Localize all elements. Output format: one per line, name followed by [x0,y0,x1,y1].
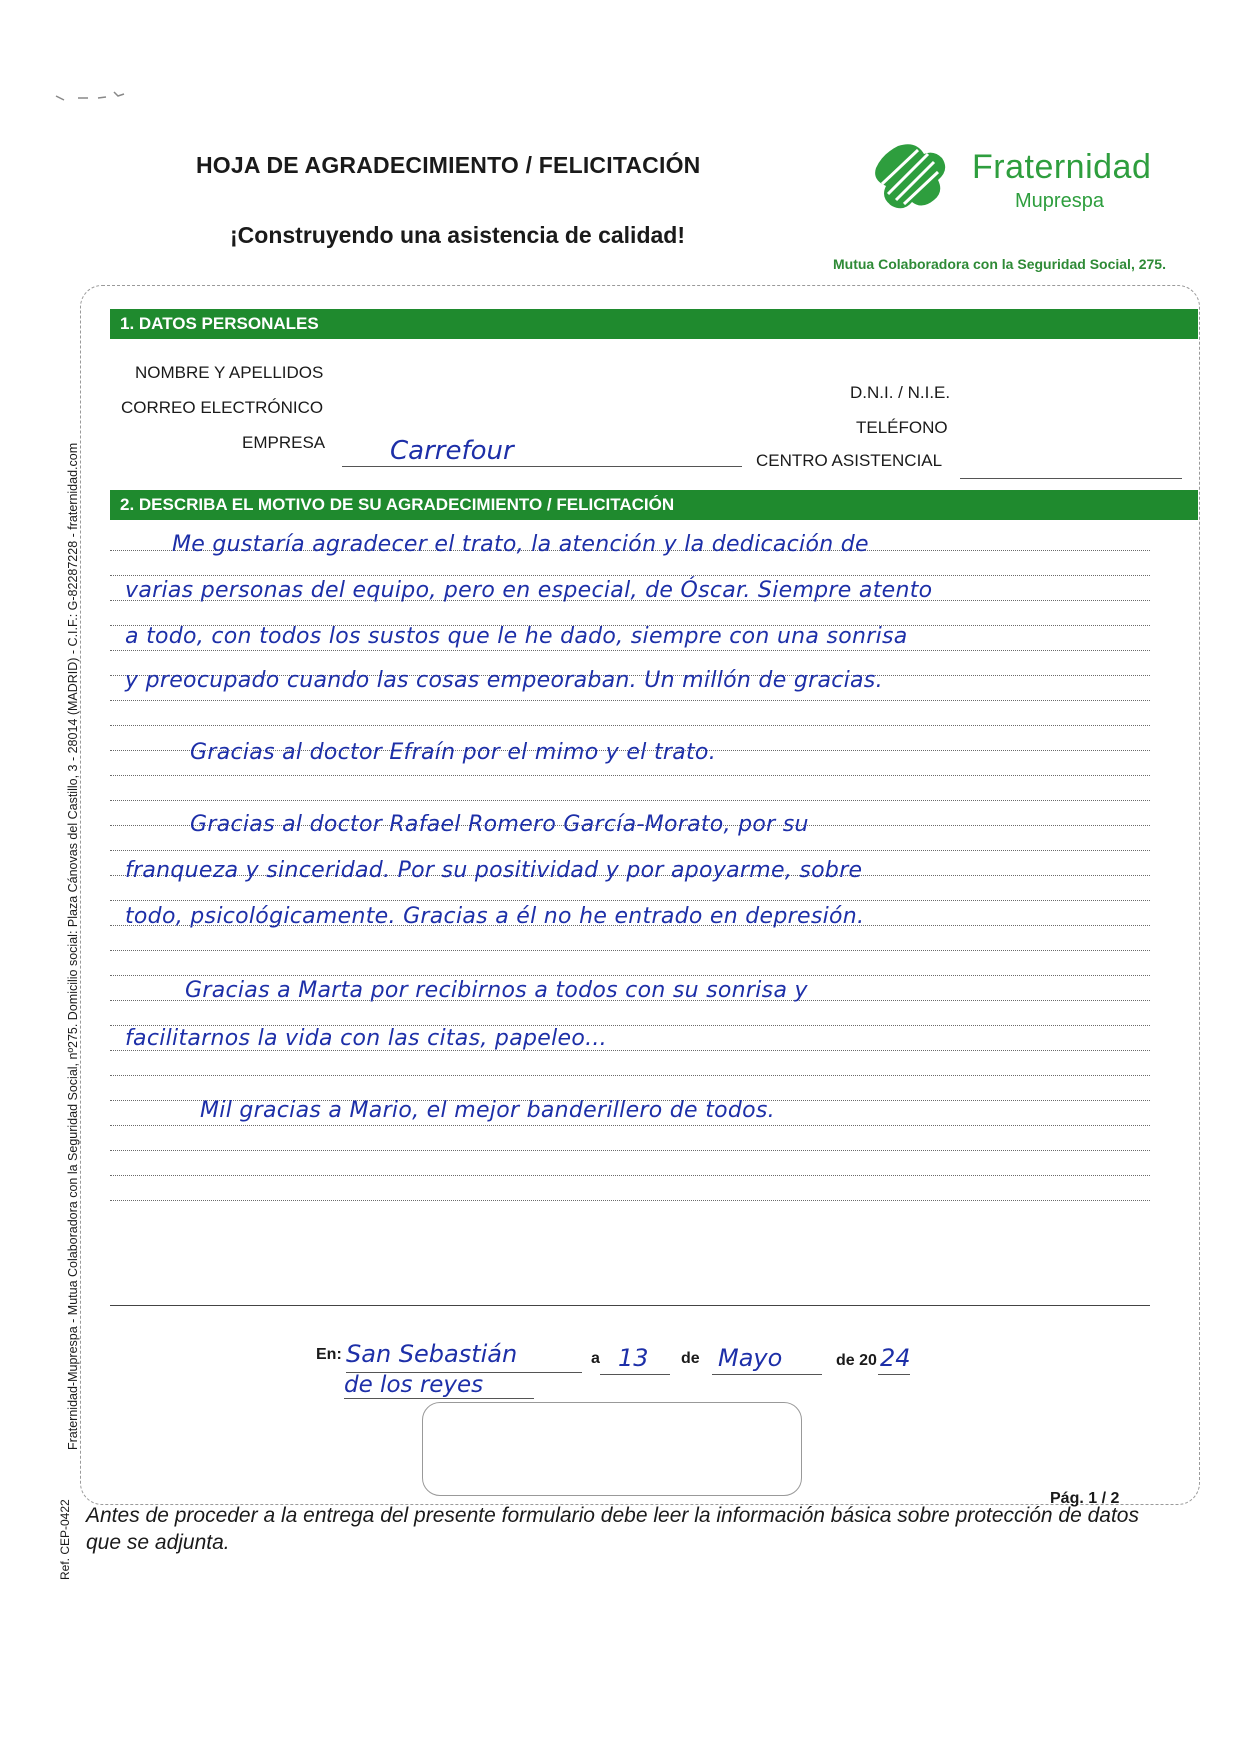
date-a-label: a [591,1350,600,1367]
date-year-label: de 20 [836,1352,877,1369]
correo-label: CORREO ELECTRÓNICO [121,398,324,417]
centro-field[interactable] [960,478,1182,479]
ruled-line [110,1125,1150,1126]
empresa-field[interactable] [342,466,742,467]
ruled-line [110,775,1150,776]
ruled-line [110,1175,1150,1176]
ruled-line [110,650,1150,651]
message-line: Mil gracias a Mario, el mejor banderillero de todos. [200,1098,775,1123]
message-line: y preocupado cuando las cosas empeoraban. Un millón de gracias. [125,668,883,693]
signature-box[interactable] [422,1402,802,1496]
telefono-label: TELÉFONO [856,418,948,437]
ruled-line [110,850,1150,851]
page-number: Pág. 1 / 2 [1050,1490,1120,1507]
message-line: todo, psicológicamente. Gracias a él no he entrado en depresión. [125,904,865,929]
ruled-line [110,1200,1150,1201]
dni-label: D.N.I. / N.I.E. [850,383,951,402]
message-line: Gracias al doctor Rafael Romero García-Morato, por su [190,812,809,837]
date-month: Mayo [718,1344,783,1372]
message-line: Gracias a Marta por recibirnos a todos con su sonrisa y [185,978,808,1003]
date-year-suffix: 24 [880,1344,911,1372]
message-line: a todo, con todos los sustos que le he dado, siempre con una sonrisa [125,624,908,649]
logo-subname: Muprespa [1015,190,1104,212]
ruled-line [110,700,1150,701]
date-place-line2-field [344,1398,534,1399]
section-bottom-line [110,1305,1150,1306]
message-line: Me gustaría agradecer el trato, la atención y la dedicación de [172,532,869,557]
form-frame [80,285,1200,1505]
empresa-value: Carrefour [390,436,514,466]
ruled-line [110,725,1150,726]
date-place: San Sebastián [346,1340,518,1368]
ruled-line [110,800,1150,801]
document-title: HOJA DE AGRADECIMIENTO / FELICITACIÓN [196,152,701,178]
section-reason-header: 2. DESCRIBA EL MOTIVO DE SU AGRADECIMIENTO / FELICITACIÓN [110,490,1198,520]
section-personal-data-header: 1. DATOS PERSONALES [110,309,1198,339]
message-line: Gracias al doctor Efraín por el mimo y el trato. [190,740,716,765]
ruled-line [110,900,1150,901]
date-de-label: de [681,1350,700,1367]
ruled-line [110,1150,1150,1151]
message-line: facilitarnos la vida con las citas, papeleo... [125,1026,607,1051]
date-year-field[interactable] [878,1374,910,1375]
message-line: franqueza y sinceridad. Por su positividad y por apoyarme, sobre [125,858,863,883]
date-month-field[interactable] [712,1374,822,1375]
ruled-line [110,975,1150,976]
date-place-line2: de los reyes [344,1372,484,1398]
ruled-line [110,950,1150,951]
date-day: 13 [618,1344,649,1372]
nombre-label: NOMBRE Y APELLIDOS [135,363,324,382]
ruled-line [110,1075,1150,1076]
legal-sidebar: Fraternidad-Muprespa - Mutua Colaboradora con la Seguridad Social, nº275. Domicilio social: Plaza Cánovas del Castillo, 3 - 28014 (MADRID) - C.I.F.: G-82287228 - fraternidad.com [66,442,80,1450]
date-en-label: En: [316,1346,342,1363]
document-subtitle: ¡Construyendo una asistencia de calidad! [230,222,685,248]
centro-label: CENTRO ASISTENCIAL [756,451,943,470]
logo-name: Fraternidad [972,148,1152,186]
empresa-label: EMPRESA [242,433,326,452]
scan-mark [54,86,144,106]
mutua-caption: Mutua Colaboradora con la Seguridad Social, 275. [833,256,1166,272]
form-reference: Ref. CEP-0422 [58,1499,72,1580]
date-day-field[interactable] [600,1374,670,1375]
ruled-line [110,575,1150,576]
data-protection-notice: Antes de proceder a la entrega del presente formulario debe leer la información básica sobre protección de datos que se adjunta. [86,1504,1139,1554]
message-line: varias personas del equipo, pero en especial, de Óscar. Siempre atento [125,578,933,603]
